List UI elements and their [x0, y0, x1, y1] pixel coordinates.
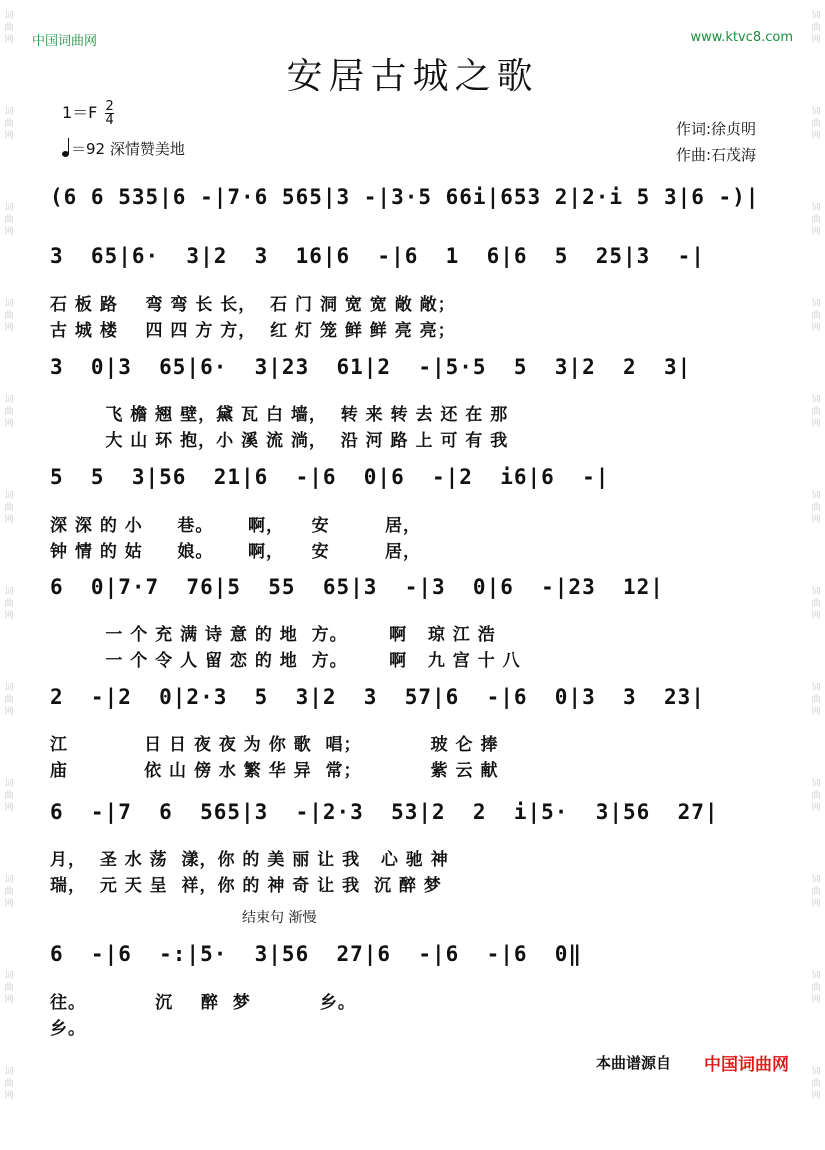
left-watermark: 词 曲 网 词 曲 网 词 曲 网 词 曲 网 词 曲 网 词 曲 网 词 曲 网 词 曲 网 词 曲 网 词 曲 网 词 曲 网 词 曲 网: [4, 11, 14, 1101]
tempo-bpm: ＝92: [71, 140, 106, 158]
right-watermark: 词 曲 网 词 曲 网 词 曲 网 词 曲 网 词 曲 网 词 曲 网 词 曲 网 词 曲 网 词 曲 网 词 曲 网 词 曲 网 词 曲 网: [811, 11, 821, 1101]
system-2-lyric-1: 石 板 路 弯 弯 长 长， 石 门 洞 宽 宽 敞 敞；: [50, 295, 456, 315]
system-4-notes: 5 5 3|56 21|6 -|6 0|6 -|2 i6|6 -|: [50, 465, 610, 489]
system-3-lyric-2: 大 山 环 抱，小 溪 流 淌， 沿 河 路 上 可 有 我: [50, 431, 509, 451]
time-signature-numerator: 2: [105, 99, 114, 114]
system-6-lyric-1: 江 日 日 夜 夜 为 你 歌 唱； 玻 仑 捧: [50, 735, 499, 755]
system-5-lyric-2: 一 个 令 人 留 恋 的 地 方。 啊 九 宫 十 八: [50, 651, 521, 671]
system-7-notes: 6 -|7 6 565|3 -|2·3 53|2 2 i|5· 3|56 27|: [50, 800, 719, 824]
quarter-note-icon: [62, 151, 69, 157]
system-7-lyric-2: 瑞， 元 天 呈 祥，你 的 神 奇 让 我 沉 醉 梦: [50, 876, 442, 896]
system-8-lyric-1: 往。 沉 醉 梦 乡。: [50, 993, 356, 1013]
system-8-notes: 6 -|6 -:|5· 3|56 27|6 -|6 -|6 0‖: [50, 942, 583, 966]
source-label: 本曲谱源自: [596, 1054, 672, 1072]
system-2-lyric-2: 古 城 楼 四 四 方 方， 红 灯 笼 鲜 鲜 亮 亮；: [50, 321, 456, 341]
system-3-notes: 3 0|3 65|6· 3|23 61|2 -|5·5 5 3|2 2 3|: [50, 355, 692, 379]
key-signature: [62, 100, 114, 127]
system-4-lyric-1: 深 深 的 小 巷。 啊， 安 居，: [50, 516, 421, 536]
key-text: 1＝F: [62, 103, 98, 122]
time-signature-denominator: 4: [105, 113, 114, 128]
site-url-top-right[interactable]: www.ktvc8.com: [690, 30, 793, 45]
ending-annotation: 结束句 渐慢: [242, 910, 317, 926]
tempo-expression: 深情赞美地: [109, 140, 185, 158]
system-1-notes: (6 6 535|6 -|7·6 565|3 -|3·5 66i|653 2|2·i 5 3|6 -)|: [50, 185, 760, 209]
source-site-link[interactable]: 中国词曲网: [704, 1055, 789, 1075]
lyricist: 作词:徐贞明: [676, 120, 757, 138]
composer: 作曲:石茂海: [676, 146, 757, 164]
system-7-lyric-1: 月， 圣 水 荡 漾，你 的 美 丽 让 我 心 驰 神: [50, 850, 449, 870]
system-4-lyric-2: 钟 情 的 姑 娘。 啊， 安 居，: [50, 542, 421, 562]
system-3-lyric-1: 飞 檐 翘 壁，黛 瓦 白 墙， 转 来 转 去 还 在 那: [50, 405, 509, 425]
system-6-notes: 2 -|2 0|2·3 5 3|2 3 57|6 -|6 0|3 3 23|: [50, 685, 705, 709]
credits: [676, 116, 756, 168]
system-2-notes: 3 65|6· 3|2 3 16|6 -|6 1 6|6 5 25|3 -|: [50, 244, 705, 268]
system-6-lyric-2: 庙 依 山 傍 水 繁 华 异 常； 紫 云 献: [50, 761, 499, 781]
system-5-lyric-1: 一 个 充 满 诗 意 的 地 方。 啊 琼 江 浩: [50, 625, 496, 645]
song-title: 安居古城之歌: [286, 56, 539, 97]
system-8-lyric-2: 乡。: [50, 1019, 86, 1039]
time-signature: [105, 100, 113, 127]
site-name-top-left[interactable]: 中国词曲网: [32, 34, 98, 49]
system-5-notes: 6 0|7·7 76|5 55 65|3 -|3 0|6 -|23 12|: [50, 575, 664, 599]
tempo-marking: [62, 138, 185, 159]
